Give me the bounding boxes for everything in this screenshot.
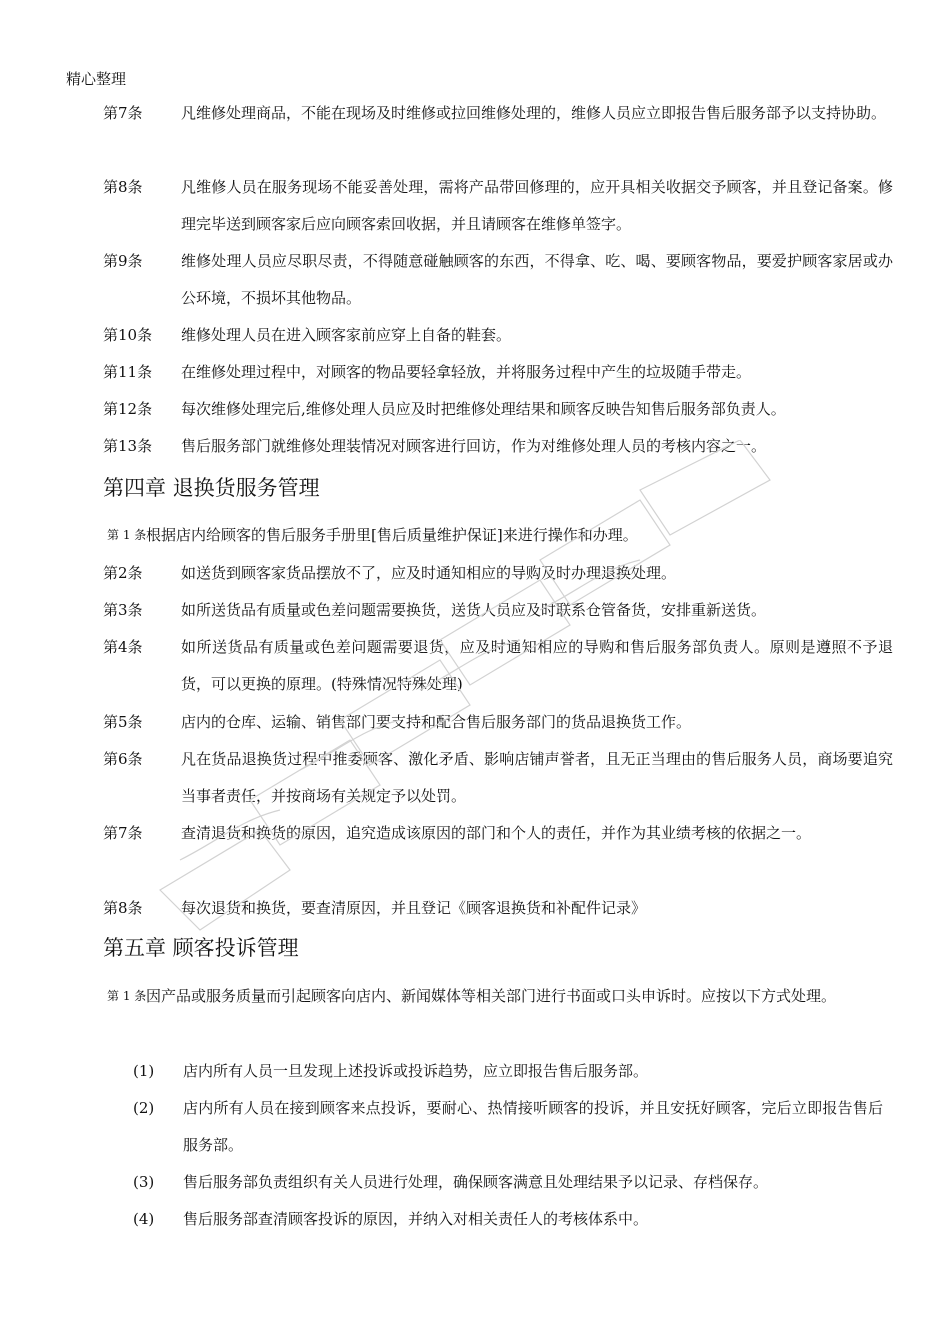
ch5-item-2 xyxy=(133,1090,883,1164)
article-number: 第8条 xyxy=(103,899,143,917)
article-number: 第7条 xyxy=(103,824,143,842)
ch4-article-2 xyxy=(103,555,893,592)
article-text: 如所送货品有质量或色差问题需要退货，应及时通知相应的导购和售后服务部负责人。原则是遵照不予退货，可以更换的原理。(特殊情况特殊处理) xyxy=(181,638,893,693)
item-number: (1) xyxy=(133,1062,155,1080)
article-text: 因产品或服务质量而引起顾客向店内、新闻媒体等相关部门进行书面或口头申诉时。应按以下方式处理。 xyxy=(146,987,837,1005)
article-number: 第11条 xyxy=(103,363,153,381)
item-text: 售后服务部负责组织有关人员进行处理，确保顾客满意且处理结果予以记录、存档保存。 xyxy=(183,1173,769,1191)
article-number: 第 1 条 xyxy=(107,528,147,542)
ch4-article-4 xyxy=(103,629,893,703)
article-9 xyxy=(103,243,893,317)
article-number: 第13条 xyxy=(103,437,153,455)
article-number: 第5条 xyxy=(103,713,143,731)
article-number: 第7条 xyxy=(103,104,143,122)
ch4-article-8 xyxy=(103,890,893,927)
ch4-article-1 xyxy=(103,517,893,554)
chapter-4-title: 第四章 退换货服务管理 xyxy=(103,476,320,500)
page-header: 精心整理 xyxy=(66,70,127,88)
ch5-item-1 xyxy=(133,1053,883,1090)
article-text: 售后服务部门就维修处理装情况对顾客进行回访，作为对维修处理人员的考核内容之一。 xyxy=(181,437,767,455)
article-text: 如所送货品有质量或色差问题需要换货，送货人员应及时联系仓管备货，安排重新送货。 xyxy=(181,601,767,619)
article-13 xyxy=(103,428,893,465)
article-8 xyxy=(103,169,893,243)
article-text: 店内的仓库、运输、销售部门要支持和配合售后服务部门的货品退换货工作。 xyxy=(181,713,692,731)
item-number: (2) xyxy=(133,1099,155,1117)
article-text: 维修处理人员应尽职尽责，不得随意碰触顾客的东西，不得拿、吃、喝、要顾客物品，要爱护顾客家居或办公环境，不损坏其他物品。 xyxy=(181,252,893,307)
article-number: 第9条 xyxy=(103,252,143,270)
item-number: (3) xyxy=(133,1173,155,1191)
article-number: 第8条 xyxy=(103,178,143,196)
ch5-item-4 xyxy=(133,1201,883,1238)
ch4-article-5 xyxy=(103,704,893,741)
article-12 xyxy=(103,391,893,428)
item-text: 售后服务部查清顾客投诉的原因，并纳入对相关责任人的考核体系中。 xyxy=(183,1210,649,1228)
ch4-article-3 xyxy=(103,592,893,629)
item-number: (4) xyxy=(133,1210,155,1228)
ch4-article-6 xyxy=(103,741,893,815)
article-number: 第6条 xyxy=(103,750,143,768)
article-11 xyxy=(103,354,893,391)
article-text: 每次退货和换货，要查清原因，并且登记《顾客退换货和补配件记录》 xyxy=(181,899,647,917)
article-text: 查清退货和换货的原因，追究造成该原因的部门和个人的责任，并作为其业绩考核的依据之一。 xyxy=(181,824,812,842)
article-7 xyxy=(103,95,893,132)
article-number: 第2条 xyxy=(103,564,143,582)
article-number: 第4条 xyxy=(103,638,143,656)
chapter-5-title: 第五章 顾客投诉管理 xyxy=(103,936,299,960)
article-text: 每次维修处理完后,维修处理人员应及时把维修处理结果和顾客反映告知售后服务部负责人。 xyxy=(181,400,786,418)
article-number: 第 1 条 xyxy=(107,989,147,1003)
ch4-article-7 xyxy=(103,815,893,852)
article-text: 凡维修处理商品，不能在现场及时维修或拉回维修处理的，维修人员应立即报告售后服务部予以支持协助。 xyxy=(181,104,887,122)
ch5-item-3 xyxy=(133,1164,883,1201)
article-number: 第12条 xyxy=(103,400,153,418)
article-number: 第10条 xyxy=(103,326,153,344)
item-text: 店内所有人员一旦发现上述投诉或投诉趋势，应立即报告售后服务部。 xyxy=(183,1062,649,1080)
article-text: 如送货到顾客家货品摆放不了，应及时通知相应的导购及时办理退换处理。 xyxy=(181,564,677,582)
article-text: 在维修处理过程中，对顾客的物品要轻拿轻放，并将服务过程中产生的垃圾随手带走。 xyxy=(181,363,752,381)
article-text: 凡维修人员在服务现场不能妥善处理，需将产品带回修理的，应开具相关收据交予顾客，并且登记备案。修理完毕送到顾客家后应向顾客索回收据，并且请顾客在维修单签字。 xyxy=(181,178,893,233)
item-text: 店内所有人员在接到顾客来点投诉，要耐心、热情接听顾客的投诉，并且安抚好顾客，完后立即报告售后服务部。 xyxy=(183,1099,883,1154)
article-number: 第3条 xyxy=(103,601,143,619)
ch5-article-1 xyxy=(103,978,893,1015)
article-text: 凡在货品退换货过程中推委顾客、激化矛盾、影响店铺声誉者，且无正当理由的售后服务人员，商场要追究当事者责任，并按商场有关规定予以处罚。 xyxy=(181,750,893,805)
article-10 xyxy=(103,317,893,354)
article-text: 维修处理人员在进入顾客家前应穿上自备的鞋套。 xyxy=(181,326,512,344)
article-text: 根据店内给顾客的售后服务手册里[售后质量维护保证]来进行操作和办理。 xyxy=(146,526,638,544)
